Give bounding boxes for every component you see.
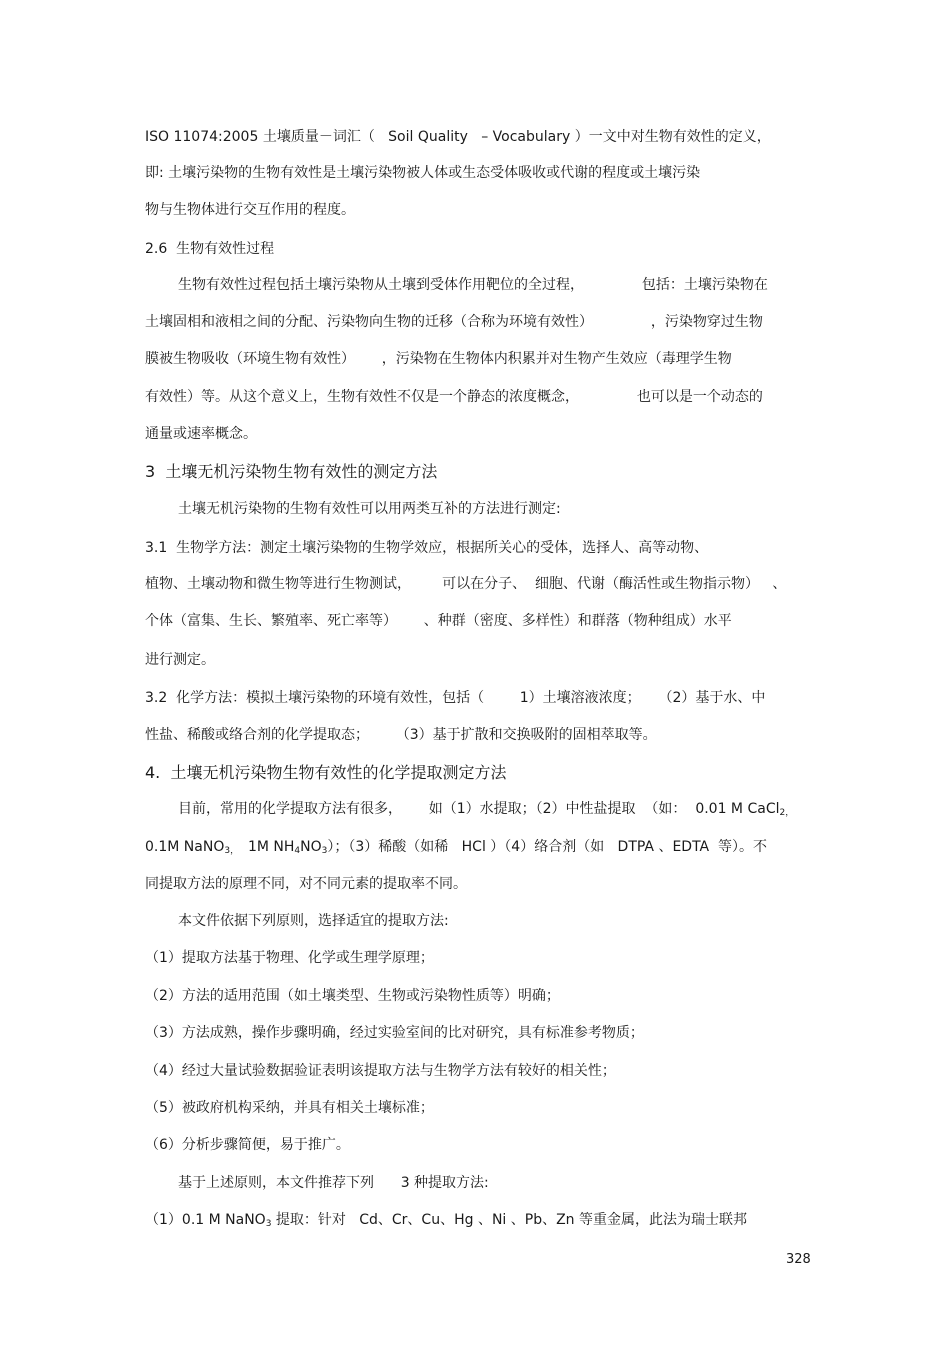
- text-line: 膜被生物吸收（环境生物有效性） ，污染物在生物体内积累并对生物产生效应（毒理学生物: [145, 351, 732, 367]
- text-line: 3.1 生物学方法：测定土壤污染物的生物学效应，根据所关心的受体，选择人、高等动物、: [145, 540, 709, 556]
- section-heading-2-6: 2.6 生物有效性过程: [145, 241, 275, 257]
- section-heading-3: 3 土壤无机污染物生物有效性的测定方法: [145, 462, 438, 481]
- list-item: （2）方法的适用范围（如土壤类型、生物或污染物性质等）明确；: [145, 988, 560, 1004]
- text-line: 3.2 化学方法：模拟土壤污染物的环境有效性，包括（ 1）土壤溶液浓度； （2）基于水、中: [145, 690, 766, 706]
- text-line: 通量或速率概念。: [145, 426, 257, 442]
- list-item: （1）提取方法基于物理、化学或生理学原理；: [145, 950, 434, 966]
- page-number: 328: [786, 1252, 811, 1267]
- text-line: 土壤无机污染物的生物有效性可以用两类互补的方法进行测定:: [178, 501, 561, 517]
- text-line: 生物有效性过程包括土壤污染物从土壤到受体作用靶位的全过程， 包括：土壤污染物在: [178, 277, 768, 293]
- text-line: 即: 土壤污染物的生物有效性是土壤污染物被人体或生态受体吸收或代谢的程度或土壤污染: [145, 165, 701, 181]
- text-line: 个体（富集、生长、繁殖率、死亡率等） 、种群（密度、多样性）和群落（物种组成）水平: [145, 613, 732, 629]
- text-line: ISO 11074:2005 土壤质量－词汇（ Soil Quality – Vocabulary ）一文中对生物有效性的定义，: [145, 129, 771, 145]
- list-item: （1）0.1 M NaNO$_3$ 提取：针对 Cd、Cr、Cu、Hg 、Ni 、Pb、Zn 等重金属，此法为瑞士联邦: [145, 1212, 747, 1229]
- section-heading-4: 4. 土壤无机污染物生物有效性的化学提取测定方法: [145, 763, 507, 782]
- text-line: 0.1M NaNO$_{3,}$ 1M $NH_4NO_3$）；（3）稀酸（如稀 HCl ）（4）络合剂（如 DTPA 、EDTA 等）。不: [145, 839, 768, 856]
- text-line: 同提取方法的原理不同，对不同元素的提取率不同。: [145, 876, 467, 892]
- text-line: 植物、土壤动物和微生物等进行生物测试， 可以在分子、 细胞、代谢（酶活性或生物指示物） 、: [145, 576, 787, 592]
- text-line: 本文件依据下列原则，选择适宜的提取方法:: [178, 913, 449, 929]
- text-line: 目前，常用的化学提取方法有很多， 如（1）水提取；（2）中性盐提取 （如： 0.01 M CaCl$_{2,}$: [178, 801, 795, 818]
- list-item: （4）经过大量试验数据验证表明该提取方法与生物学方法有较好的相关性；: [145, 1063, 616, 1079]
- text-line: 基于上述原则，本文件推荐下列 3 种提取方法:: [178, 1175, 489, 1191]
- text-line: 有效性）等。从这个意义上，生物有效性不仅是一个静态的浓度概念， 也可以是一个动态的: [145, 389, 763, 405]
- list-item: （5）被政府机构采纳，并具有相关土壤标准；: [145, 1100, 434, 1116]
- list-item: （6）分析步骤简便，易于推广。: [145, 1137, 350, 1153]
- text-line: 土壤固相和液相之间的分配、污染物向生物的迁移（合称为环境有效性） ，污染物穿过生物: [145, 314, 763, 330]
- text-line: 物与生物体进行交互作用的程度。: [145, 202, 355, 218]
- text-line: 进行测定。: [145, 652, 215, 668]
- list-item: （3）方法成熟，操作步骤明确，经过实验室间的比对研究，具有标准参考物质；: [145, 1025, 644, 1041]
- text-line: 性盐、稀酸或络合剂的化学提取态； （3）基于扩散和交换吸附的固相萃取等。: [145, 727, 657, 743]
